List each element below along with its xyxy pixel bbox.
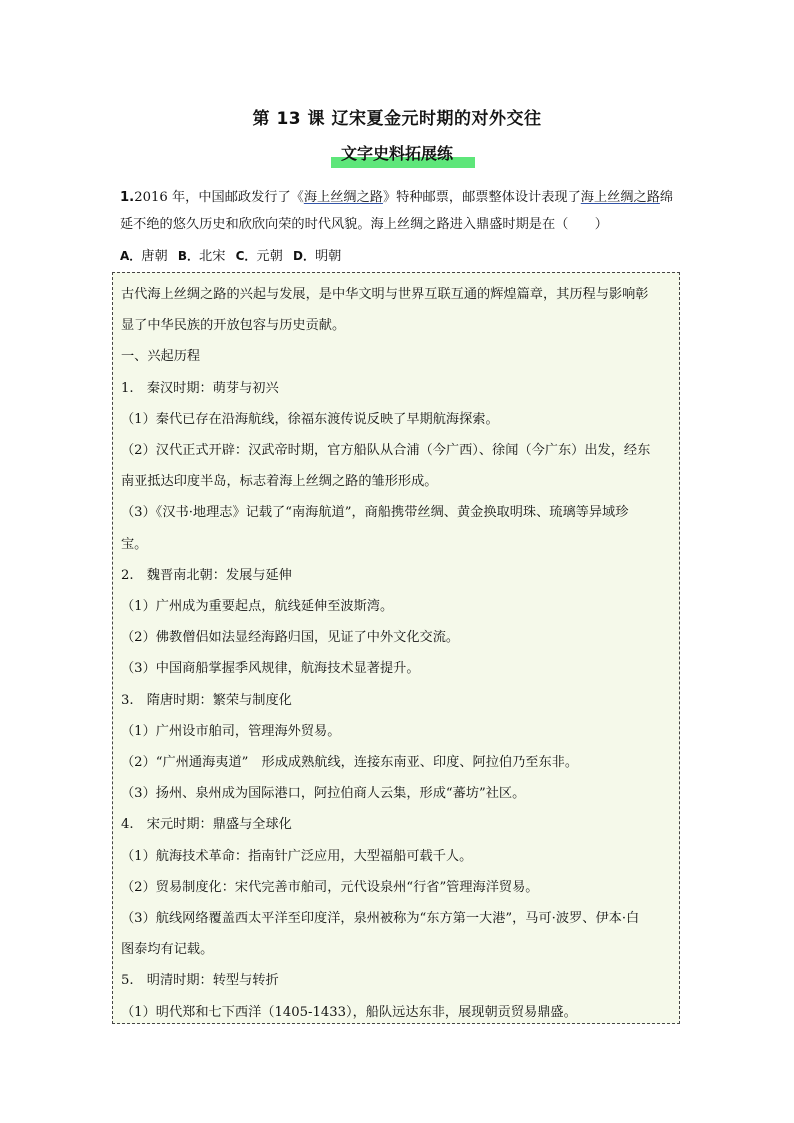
option-d[interactable] (293, 246, 341, 267)
question-number: 1. (120, 190, 135, 205)
material-intro-line: 显了中华民族的开放包容与历史贡献。 (121, 318, 346, 334)
material-line: （2）汉代正式开辟：汉武帝时期，官方船队从合浦（今广西）、徐闻（今广东）出发，经东 (121, 443, 651, 459)
material-line: （1）广州设市舶司，管理海外贸易。 (121, 723, 341, 739)
material-line: （3）《汉书·地理志》记载了“南海航道”，商船携带丝绸、黄金换取明珠、琉璃等异域珍 (121, 505, 629, 521)
material-line: 图泰均有记载。 (121, 942, 214, 958)
material-line: （1）秦代已存在沿海航线，徐福东渡传说反映了早期航海探索。 (121, 411, 499, 427)
material-line: 南亚抵达印度半岛，标志着海上丝绸之路的雏形形成。 (121, 474, 438, 490)
option-letter: C． (235, 249, 257, 263)
option-letter: A． (120, 249, 142, 263)
question-text-part1: 2016 年，中国邮政发行了《 (134, 190, 304, 205)
material-line: （1）明代郑和七下西洋（1405-1433），船队远达东非，展现朝贡贸易鼎盛。 (121, 1004, 577, 1020)
material-line: 2. 魏晋南北朝：发展与延伸 (121, 567, 292, 583)
option-letter: B． (177, 249, 200, 263)
question-highlight-1: 海上丝绸之路 (303, 190, 383, 205)
material-box (112, 272, 680, 1024)
question-1 (120, 184, 680, 238)
option-text: 唐朝 (141, 249, 168, 264)
material-intro-line: 古代海上丝绸之路的兴起与发展，是中华文明与世界互联互通的辉煌篇章，其历程与影响彰 (121, 287, 649, 302)
material-line: （3）航线网络覆盖西太平洋至印度洋，泉州被称为“东方第一大港”，马可·波罗、伊本·白 (121, 911, 640, 927)
material-line: （1）广州成为重要起点，航线延伸至波斯湾。 (121, 599, 394, 615)
question-highlight-3: 路 (646, 190, 660, 205)
material-line: （3）中国商船掌握季风规律，航海技术显著提升。 (121, 661, 420, 677)
material-line: （2）“广州通海夷道” 形成成熟航线，连接东南亚、印度、阿拉伯乃至东非。 (121, 755, 579, 771)
material-line: （3）扬州、泉州成为国际港口，阿拉伯商人云集，形成“蕃坊”社区。 (121, 786, 526, 802)
question-highlight-2: 海上丝绸之 (580, 190, 647, 205)
answer-options (120, 246, 347, 267)
subtitle-container (0, 140, 794, 168)
material-line: （2）贸易制度化：宋代完善市舶司，元代设泉州“行省”管理海洋贸易。 (121, 879, 539, 895)
question-text-part2: 》特种邮票，邮票整体设计表现了 (382, 190, 581, 205)
option-text: 明朝 (314, 249, 342, 264)
option-a[interactable] (120, 246, 168, 267)
material-line: （1）航海技术革命：指南针广泛应用，大型福船可载千人。 (121, 848, 473, 864)
option-text: 北宋 (199, 249, 226, 264)
option-b[interactable] (178, 246, 226, 267)
material-line: （2）佛教僧侣如法显经海路归国，见证了中外文化交流。 (121, 630, 460, 646)
material-line: 1. 秦汉时期：萌芽与初兴 (121, 380, 279, 396)
question-text-part3: 绵延不绝的悠久历史和欣欣向荣的时代风貌。海上丝绸之路进入鼎盛时期是在（ ） (120, 190, 674, 232)
option-text: 元朝 (256, 249, 283, 264)
subtitle-text: 文字史料拓展练 (340, 144, 453, 163)
material-line: 4. 宋元时期：鼎盛与全球化 (121, 817, 292, 833)
material-line: 宝。 (121, 536, 148, 552)
section-subtitle (333, 140, 461, 168)
option-c[interactable] (236, 246, 283, 267)
page-title: 第 13 课 辽宋夏金元时期的对外交往 (252, 109, 542, 129)
material-line: 5. 明清时期：转型与转折 (121, 973, 279, 989)
option-letter: D． (293, 249, 315, 263)
material-line: 3. 隋唐时期：繁荣与制度化 (121, 692, 292, 708)
section-heading: 一、兴起历程 (121, 349, 201, 365)
